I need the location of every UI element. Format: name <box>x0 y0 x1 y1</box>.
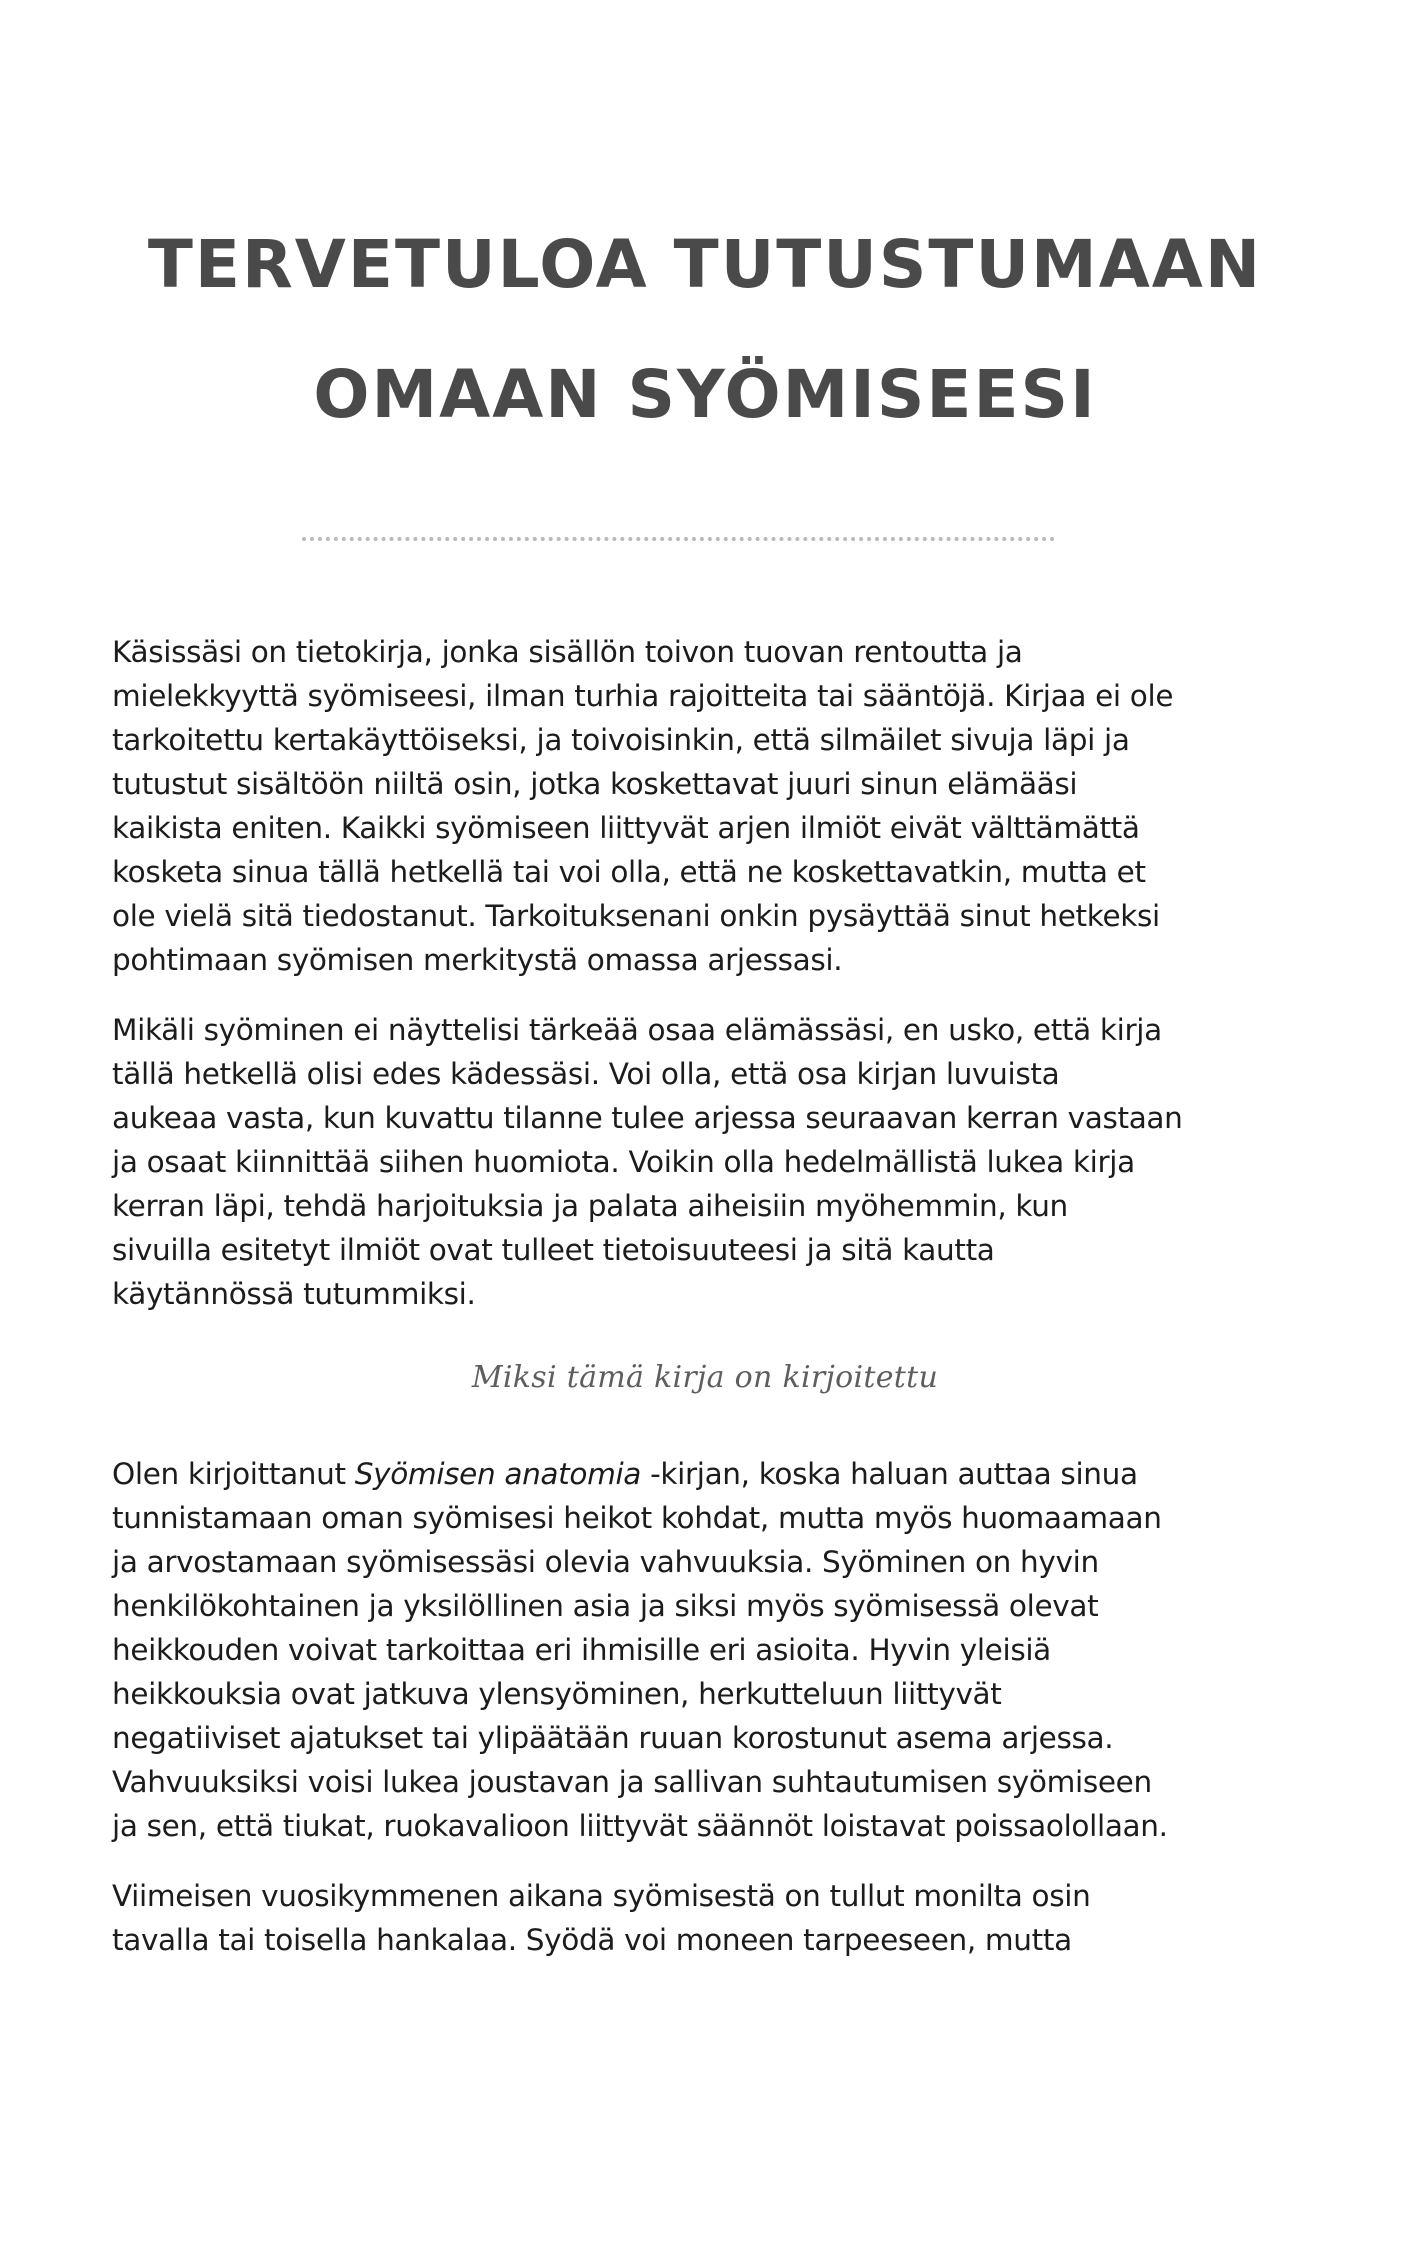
section-subheading: Miksi tämä kirja on kirjoitettu <box>471 1360 939 1395</box>
text-line: heikkouksia ovat jatkuva ylensyöminen, herkutteluun liittyvät <box>112 1677 1002 1711</box>
text-line: henkilökohtainen ja yksilöllinen asia ja siksi myös syömisessä olevat <box>112 1589 1099 1623</box>
text-line: käytännössä tutummiksi. <box>112 1277 476 1311</box>
text-line: tutustut sisältöön niiltä osin, jotka koskettavat juuri sinun elämääsi <box>112 767 1078 801</box>
text-line: tällä hetkellä olisi edes kädessäsi. Voi olla, että osa kirjan luvuista <box>112 1057 1060 1091</box>
text-line: Viimeisen vuosikymmenen aikana syömisestä on tullut monilta osin <box>112 1879 1091 1913</box>
text-line: Käsissäsi on tietokirja, jonka sisällön toivon tuovan rentoutta ja <box>112 635 1023 669</box>
text-line: sivuilla esitetyt ilmiöt ovat tulleet tietoisuuteesi ja sitä kautta <box>112 1233 995 1267</box>
text-line: ja osaat kiinnittää siihen huomiota. Voikin olla hedelmällistä lukea kirja <box>112 1145 1135 1179</box>
text-run: -kirjan, koska haluan auttaa sinua <box>641 1457 1138 1491</box>
text-line: Mikäli syöminen ei näyttelisi tärkeää osaa elämässäsi, en usko, että kirja <box>112 1013 1162 1047</box>
text-line: kosketa sinua tällä hetkellä tai voi olla, että ne koskettavatkin, mutta et <box>112 855 1146 889</box>
chapter-title <box>0 200 1410 460</box>
text-line: kaikista eniten. Kaikki syömiseen liittyvät arjen ilmiöt eivät välttämättä <box>112 811 1140 845</box>
paragraph-intro <box>112 630 1312 982</box>
text-line: tunnistamaan oman syömisesi heikot kohdat, mutta myös huomaamaan <box>112 1501 1162 1535</box>
text-line <box>112 1452 1312 1496</box>
paragraph-last-decade <box>112 1874 1312 1962</box>
text-line: ja arvostamaan syömisessäsi olevia vahvuuksia. Syöminen on hyvin <box>112 1545 1099 1579</box>
text-line: tavalla tai toisella hankalaa. Syödä voi moneen tarpeeseen, mutta <box>112 1923 1072 1957</box>
text-line: tarkoitettu kertakäyttöiseksi, ja toivoisinkin, että silmäilet sivuja läpi ja <box>112 723 1130 757</box>
paragraph-why-written <box>112 1452 1312 1848</box>
paragraph-second <box>112 1008 1312 1316</box>
text-line: ole vielä sitä tiedostanut. Tarkoituksenani onkin pysäyttää sinut hetkeksi <box>112 899 1160 933</box>
chapter-title-line-1: TERVETULOA TUTUSTUMAAN <box>147 226 1263 303</box>
text-line: aukeaa vasta, kun kuvattu tilanne tulee arjessa seuraavan kerran vastaan <box>112 1101 1183 1135</box>
text-line: negatiiviset ajatukset tai ylipäätään ruuan korostunut asema arjessa. <box>112 1721 1114 1755</box>
dotted-separator <box>302 537 1055 541</box>
chapter-title-line-2: OMAAN SYÖMISEESI <box>313 356 1097 433</box>
text-line: kerran läpi, tehdä harjoituksia ja palata aiheisiin myöhemmin, kun <box>112 1189 1068 1223</box>
text-run: Olen kirjoittanut <box>112 1457 355 1491</box>
book-title-italic: Syömisen anatomia <box>354 1457 642 1491</box>
text-line: heikkouden voivat tarkoittaa eri ihmisille eri asioita. Hyvin yleisiä <box>112 1633 1051 1667</box>
text-line: pohtimaan syömisen merkitystä omassa arjessasi. <box>112 943 843 977</box>
text-line: ja sen, että tiukat, ruokavalioon liittyvät säännöt loistavat poissaolollaan. <box>112 1809 1168 1843</box>
text-line: Vahvuuksiksi voisi lukea joustavan ja sallivan suhtautumisen syömiseen <box>112 1765 1152 1799</box>
text-line: mielekkyyttä syömiseesi, ilman turhia rajoitteita tai sääntöjä. Kirjaa ei ole <box>112 679 1174 713</box>
